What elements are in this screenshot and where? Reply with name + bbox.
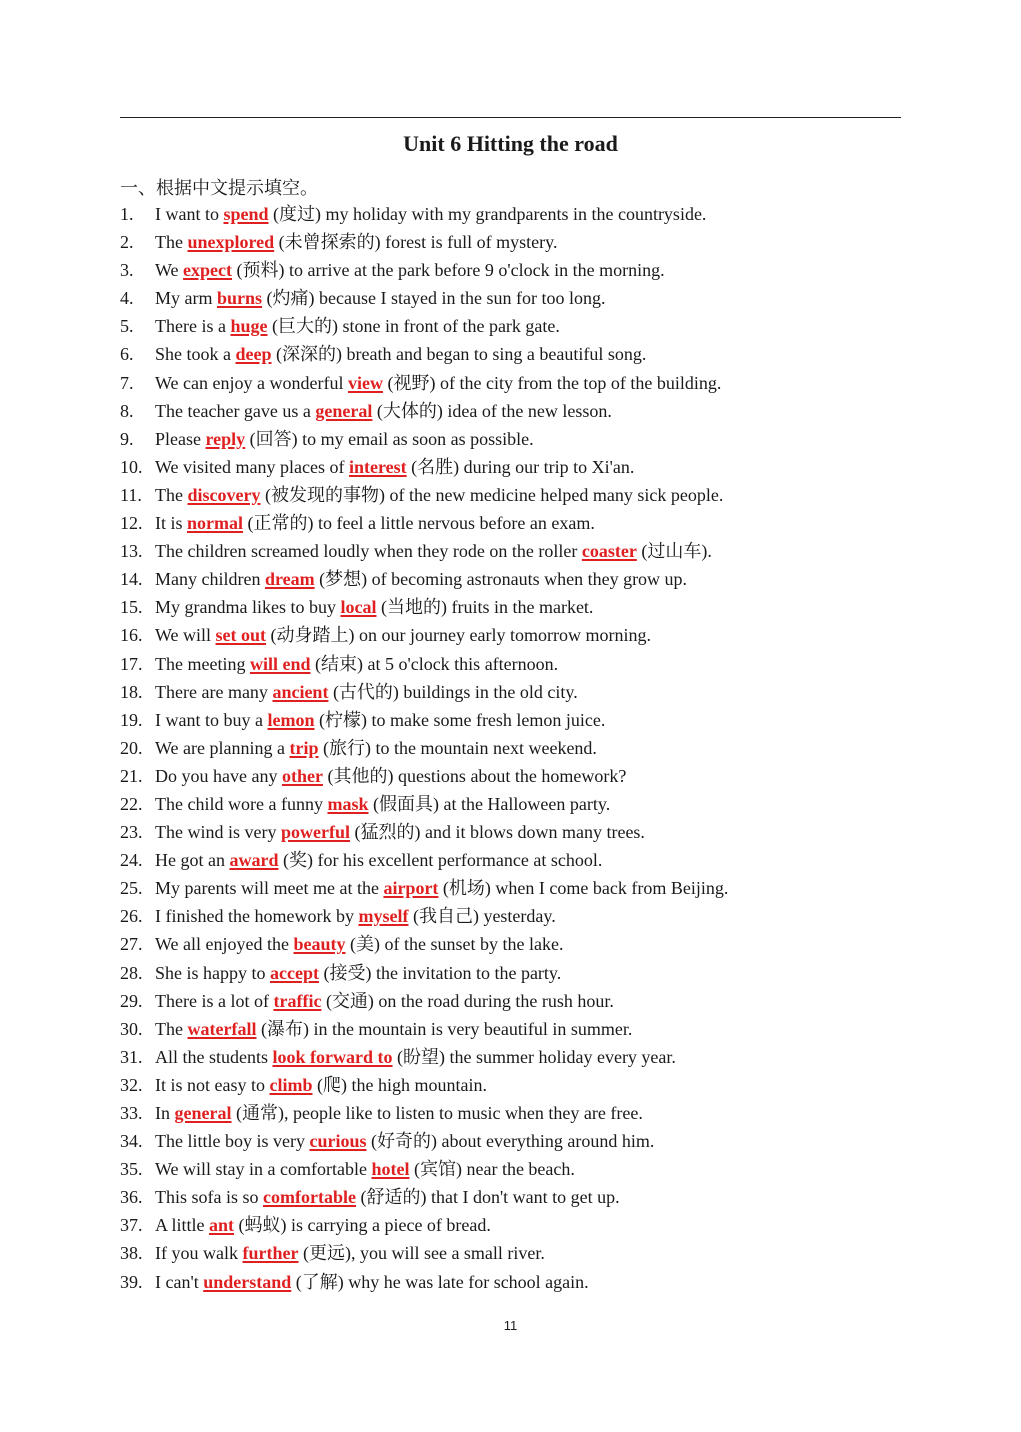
exercise-item [120, 818, 910, 846]
exercise-item [120, 1268, 910, 1296]
item-answer: myself [358, 906, 409, 927]
item-text-before: The [155, 484, 188, 505]
item-text-before: I finished the homework by [155, 906, 359, 927]
item-answer: mask [327, 793, 369, 814]
item-answer: look forward to [272, 1046, 393, 1067]
item-text-after: (蚂蚁) is carrying a piece of bread. [234, 1215, 491, 1236]
item-number: 38. [120, 1243, 143, 1264]
item-answer: discovery [187, 484, 261, 505]
item-text-before: There is a lot of [155, 990, 274, 1011]
item-answer: powerful [280, 822, 350, 843]
item-number: 35. [120, 1159, 143, 1180]
item-number: 3. [120, 260, 134, 281]
exercise-item [120, 340, 910, 368]
item-text-before: My grandma likes to buy [155, 597, 341, 618]
item-text-before: The little boy is very [155, 1131, 310, 1152]
exercise-item [120, 1239, 910, 1267]
item-answer: unexplored [187, 232, 275, 253]
item-text-after: (柠檬) to make some fresh lemon juice. [314, 709, 606, 730]
item-text-before: It is [155, 513, 188, 534]
item-number: 12. [120, 513, 143, 534]
item-answer: spend [223, 204, 269, 224]
item-text-before: This sofa is so [155, 1187, 263, 1208]
item-number: 31. [120, 1046, 143, 1067]
item-number: 24. [120, 850, 143, 871]
item-answer: ant [209, 1215, 235, 1236]
item-text-after: (猛烈的) and it blows down many trees. [349, 822, 645, 843]
item-answer: expect [183, 260, 233, 281]
item-text-before: We will stay in a comfortable [155, 1159, 372, 1180]
item-text-before: The [155, 1018, 188, 1039]
item-number: 17. [120, 653, 143, 674]
exercise-item [120, 312, 910, 340]
exercise-list [120, 200, 910, 1296]
exercise-item [120, 706, 910, 734]
exercise-item [120, 678, 910, 706]
item-text-after: (了解) why he was late for school again. [291, 1271, 589, 1292]
item-answer: award [229, 850, 279, 871]
item-text-after: (更远), you will see a small river. [298, 1243, 545, 1264]
exercise-item [120, 481, 910, 509]
item-text-after: (未曾探索的) forest is full of mystery. [274, 232, 558, 253]
exercise-item [120, 537, 910, 565]
item-text-after: (当地的) fruits in the market. [376, 597, 594, 618]
item-text-before: In [155, 1103, 175, 1123]
item-text-before: I want to [155, 204, 224, 224]
exercise-item [120, 1211, 910, 1239]
page-number: 11 [503, 1318, 518, 1333]
exercise-item [120, 959, 910, 987]
item-answer: further [242, 1243, 299, 1264]
item-text-before: The children screamed loudly when they rode on the roller [155, 541, 582, 562]
item-text-after: (正常的) to feel a little nervous before an exam. [243, 513, 595, 534]
item-answer: deep [235, 344, 272, 365]
item-text-before: There are many [155, 681, 273, 702]
item-text-before: There is a [155, 316, 231, 337]
item-number: 11. [120, 484, 142, 505]
item-answer: airport [383, 878, 439, 899]
item-text-after: (视野) of the city from the top of the building. [382, 372, 722, 393]
item-text-before: We can enjoy a wonderful [155, 372, 348, 393]
item-answer: ancient [272, 681, 329, 702]
item-number: 29. [120, 990, 143, 1011]
item-text-before: He got an [155, 850, 230, 871]
item-answer: reply [205, 428, 246, 449]
item-answer: comfortable [263, 1187, 356, 1208]
item-answer: waterfall [187, 1018, 257, 1039]
item-answer: coaster [581, 541, 637, 562]
item-text-after: (名胜) during our trip to Xi'an. [406, 456, 635, 477]
exercise-item [120, 790, 910, 818]
exercise-item [120, 650, 910, 678]
item-answer: normal [187, 513, 244, 534]
item-text-before: The wind is very [155, 822, 281, 843]
item-text-after: (奖) for his excellent performance at school. [278, 850, 603, 871]
item-answer: climb [269, 1074, 313, 1095]
item-text-after: (预料) to arrive at the park before 9 o'clock in the morning. [232, 260, 665, 281]
item-text-before: Many children [155, 569, 265, 590]
exercise-item [120, 902, 910, 930]
item-answer: curious [309, 1131, 367, 1152]
exercise-item [120, 987, 910, 1015]
item-text-after: (动身踏上) on our journey early tomorrow morning. [266, 625, 651, 646]
item-number: 20. [120, 737, 143, 758]
exercise-item [120, 930, 910, 958]
item-text-after: (大体的) idea of the new lesson. [372, 400, 612, 421]
exercise-item [120, 565, 910, 593]
item-number: 16. [120, 625, 143, 646]
item-answer: general [174, 1103, 232, 1123]
item-text-after: (盼望) the summer holiday every year. [392, 1046, 676, 1067]
item-number: 8. [120, 400, 134, 421]
item-text-after: (回答) to my email as soon as possible. [245, 428, 534, 449]
item-answer: burns [217, 288, 263, 309]
item-number: 6. [120, 344, 134, 365]
section-heading: 一、根据中文提示填空。 [120, 178, 318, 198]
exercise-item [120, 1099, 910, 1127]
exercise-item [120, 762, 910, 790]
item-number: 19. [120, 709, 143, 730]
exercise-item [120, 621, 910, 649]
exercise-item [120, 593, 910, 621]
item-number: 4. [120, 288, 134, 309]
exercise-item [120, 200, 910, 228]
item-text-before: The [155, 232, 188, 253]
item-text-after: (梦想) of becoming astronauts when they grow up. [314, 569, 688, 590]
item-text-before: It is not easy to [155, 1074, 270, 1095]
exercise-item [120, 1071, 910, 1099]
item-text-before: My parents will meet me at the [155, 878, 384, 899]
item-number: 15. [120, 597, 143, 618]
item-text-after: (好奇的) about everything around him. [366, 1131, 655, 1152]
item-text-after: (灼痛) because I stayed in the sun for too long. [262, 288, 606, 309]
item-number: 26. [120, 906, 143, 927]
exercise-item [120, 397, 910, 425]
item-text-before: If you walk [155, 1243, 243, 1264]
item-number: 27. [120, 934, 143, 955]
item-text-after: (通常), people like to listen to music when they are free. [231, 1103, 643, 1123]
item-text-before: All the students [155, 1046, 273, 1067]
item-answer: view [347, 372, 383, 393]
exercise-item [120, 425, 910, 453]
item-text-before: We visited many places of [155, 456, 349, 477]
item-answer: will end [249, 653, 311, 674]
item-answer: traffic [273, 990, 322, 1011]
item-answer: set out [215, 625, 267, 646]
item-text-after: (深深的) breath and began to sing a beautiful song. [271, 344, 647, 365]
item-answer: understand [203, 1271, 292, 1292]
item-answer: hotel [371, 1159, 410, 1180]
exercise-item [120, 1015, 910, 1043]
item-answer: other [281, 765, 323, 786]
item-text-before: Do you have any [155, 765, 282, 786]
item-number: 37. [120, 1215, 143, 1236]
item-number: 14. [120, 569, 143, 590]
exercise-item [120, 1155, 910, 1183]
item-text-after: (被发现的事物) of the new medicine helped many sick people. [260, 484, 724, 505]
item-answer: huge [230, 316, 268, 337]
item-text-after: (度过) my holiday with my grandparents in the countryside. [268, 204, 707, 224]
item-number: 34. [120, 1131, 143, 1152]
item-text-after: (瀑布) in the mountain is very beautiful in summer. [256, 1018, 633, 1039]
item-answer: interest [349, 456, 407, 477]
item-number: 18. [120, 681, 143, 702]
exercise-item [120, 846, 910, 874]
item-text-before: We [155, 260, 184, 281]
exercise-item [120, 369, 910, 397]
item-answer: trip [289, 737, 319, 758]
item-text-after: (结束) at 5 o'clock this afternoon. [310, 653, 559, 674]
exercise-item [120, 1127, 910, 1155]
item-answer: general [315, 400, 373, 421]
item-text-after: (过山车). [636, 541, 712, 562]
item-number: 2. [120, 232, 134, 253]
page-title: Unit 6 Hitting the road [403, 131, 618, 156]
item-number: 32. [120, 1074, 143, 1095]
item-number: 21. [120, 765, 143, 786]
item-text-after: (古代的) buildings in the old city. [328, 681, 578, 702]
header-rule [120, 117, 901, 118]
item-number: 33. [120, 1103, 143, 1123]
item-text-after: (其他的) questions about the homework? [322, 765, 627, 786]
item-number: 23. [120, 822, 143, 843]
item-text-before: She is happy to [155, 962, 270, 983]
item-text-before: Please [155, 428, 206, 449]
item-text-before: I want to buy a [155, 709, 268, 730]
item-text-after: (宾馆) near the beach. [409, 1159, 575, 1180]
exercise-item [120, 1183, 910, 1211]
item-number: 39. [120, 1271, 143, 1292]
item-answer: accept [270, 962, 319, 983]
item-number: 9. [120, 428, 134, 449]
item-text-after: (巨大的) stone in front of the park gate. [267, 316, 560, 337]
item-number: 28. [120, 962, 143, 983]
item-text-before: We will [155, 625, 216, 646]
item-text-after: (接受) the invitation to the party. [318, 962, 562, 983]
item-text-after: (机场) when I come back from Beijing. [438, 878, 729, 899]
item-number: 7. [120, 372, 134, 393]
item-text-after: (我自己) yesterday. [408, 906, 556, 927]
exercise-item [120, 1043, 910, 1071]
item-text-before: She took a [155, 344, 236, 365]
item-text-before: A little [155, 1215, 209, 1236]
item-text-before: My arm [155, 288, 217, 309]
item-answer: local [340, 597, 377, 618]
exercise-item [120, 453, 910, 481]
item-answer: dream [264, 569, 315, 590]
item-text-after: (假面具) at the Halloween party. [368, 793, 611, 814]
item-number: 10. [120, 456, 143, 477]
item-number: 22. [120, 793, 143, 814]
item-answer: lemon [267, 709, 315, 730]
item-text-after: (旅行) to the mountain next weekend. [318, 737, 597, 758]
item-text-before: The child wore a funny [155, 793, 328, 814]
item-text-before: I can't [155, 1271, 204, 1292]
item-number: 1. [120, 204, 134, 224]
item-text-before: We are planning a [155, 737, 290, 758]
exercise-item [120, 734, 910, 762]
item-text-after: (美) of the sunset by the lake. [345, 934, 564, 955]
item-text-after: (舒适的) that I don't want to get up. [355, 1187, 620, 1208]
item-answer: beauty [293, 934, 346, 955]
item-text-before: The meeting [155, 653, 250, 674]
item-number: 30. [120, 1018, 143, 1039]
item-text-after: (交通) on the road during the rush hour. [321, 990, 614, 1011]
item-text-after: (爬) the high mountain. [312, 1074, 487, 1095]
exercise-item [120, 284, 910, 312]
item-number: 36. [120, 1187, 143, 1208]
item-number: 25. [120, 878, 143, 899]
item-text-before: We all enjoyed the [155, 934, 294, 955]
item-number: 13. [120, 541, 143, 562]
item-number: 5. [120, 316, 134, 337]
item-text-before: The teacher gave us a [155, 400, 316, 421]
exercise-item [120, 228, 910, 256]
exercise-item [120, 509, 910, 537]
exercise-item [120, 874, 910, 902]
exercise-item [120, 256, 910, 284]
